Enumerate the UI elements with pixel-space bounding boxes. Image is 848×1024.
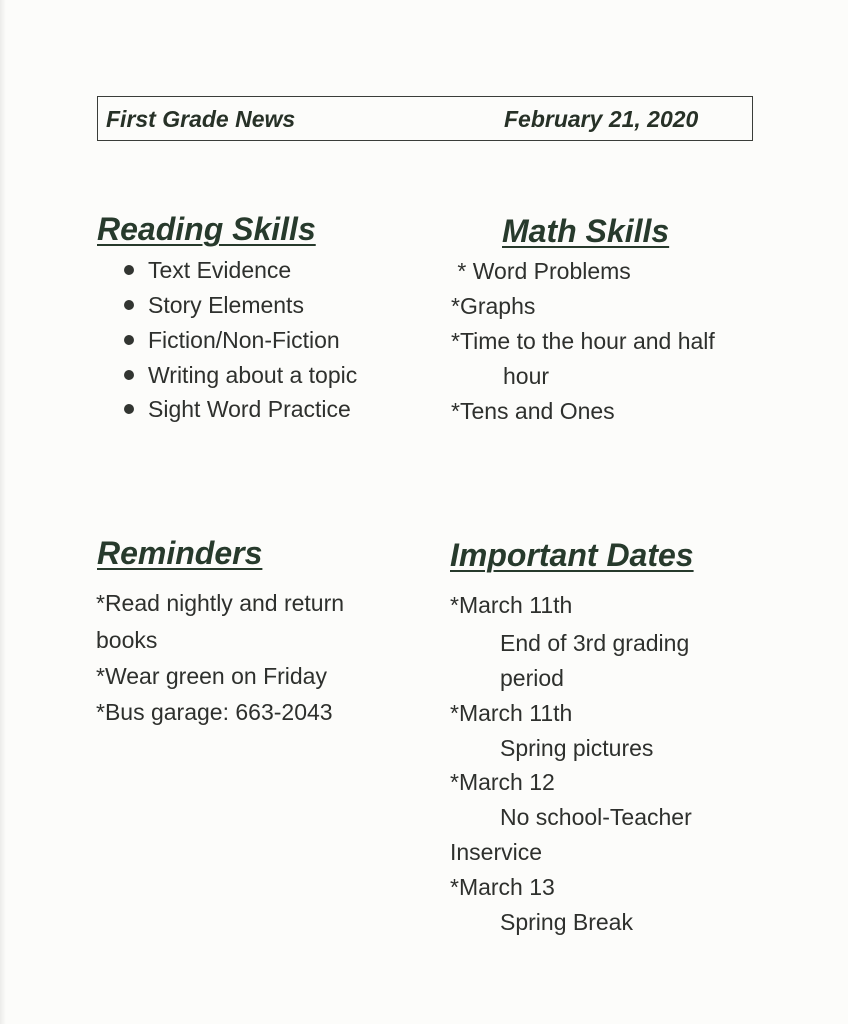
- reading-skills-heading: Reading Skills: [97, 211, 316, 247]
- reminder-line: books: [96, 627, 158, 653]
- bullet-icon: [124, 370, 134, 380]
- page-edge: [0, 0, 6, 1024]
- date-detail-line: Spring Break: [500, 909, 633, 935]
- reading-skill-item: Writing about a topic: [124, 362, 357, 389]
- reminder-line: *Bus garage: 663-2043: [96, 699, 333, 725]
- reminders-heading: Reminders: [97, 535, 263, 571]
- date-detail-line: Inservice: [450, 839, 543, 865]
- date-detail-line: No school-Teacher: [500, 804, 692, 830]
- math-skill-line: *Time to the hour and half: [451, 328, 715, 354]
- math-skills-heading: Math Skills: [502, 213, 670, 249]
- reading-skill-item: Fiction/Non-Fiction: [124, 327, 340, 354]
- date-line: *March 13: [450, 874, 555, 900]
- reminder-line: *Read nightly and return: [96, 590, 345, 616]
- date-detail-line: Spring pictures: [500, 735, 654, 761]
- bullet-icon: [124, 300, 134, 310]
- math-skill-line: * Word Problems: [451, 258, 631, 284]
- date-detail-line: period: [500, 665, 564, 691]
- bullet-icon: [124, 265, 134, 275]
- date-line: *March 11th: [450, 700, 573, 726]
- newsletter-header: [97, 96, 753, 141]
- reading-skill-item: Story Elements: [124, 292, 304, 319]
- math-skill-line: hour: [503, 363, 550, 389]
- date-line: *March 11th: [450, 592, 573, 618]
- important-dates-heading: Important Dates: [450, 537, 694, 573]
- date-detail-line: End of 3rd grading: [500, 630, 690, 656]
- reading-skill-item: Text Evidence: [124, 257, 291, 284]
- reminder-line: *Wear green on Friday: [96, 663, 327, 689]
- date-line: *March 12: [450, 769, 555, 795]
- bullet-icon: [124, 335, 134, 345]
- newsletter-date: February 21, 2020: [504, 106, 699, 132]
- reading-skill-item: Sight Word Practice: [124, 396, 351, 423]
- newsletter-title: First Grade News: [106, 106, 296, 132]
- math-skill-line: *Tens and Ones: [451, 398, 615, 424]
- bullet-icon: [124, 404, 134, 414]
- math-skill-line: *Graphs: [451, 293, 536, 319]
